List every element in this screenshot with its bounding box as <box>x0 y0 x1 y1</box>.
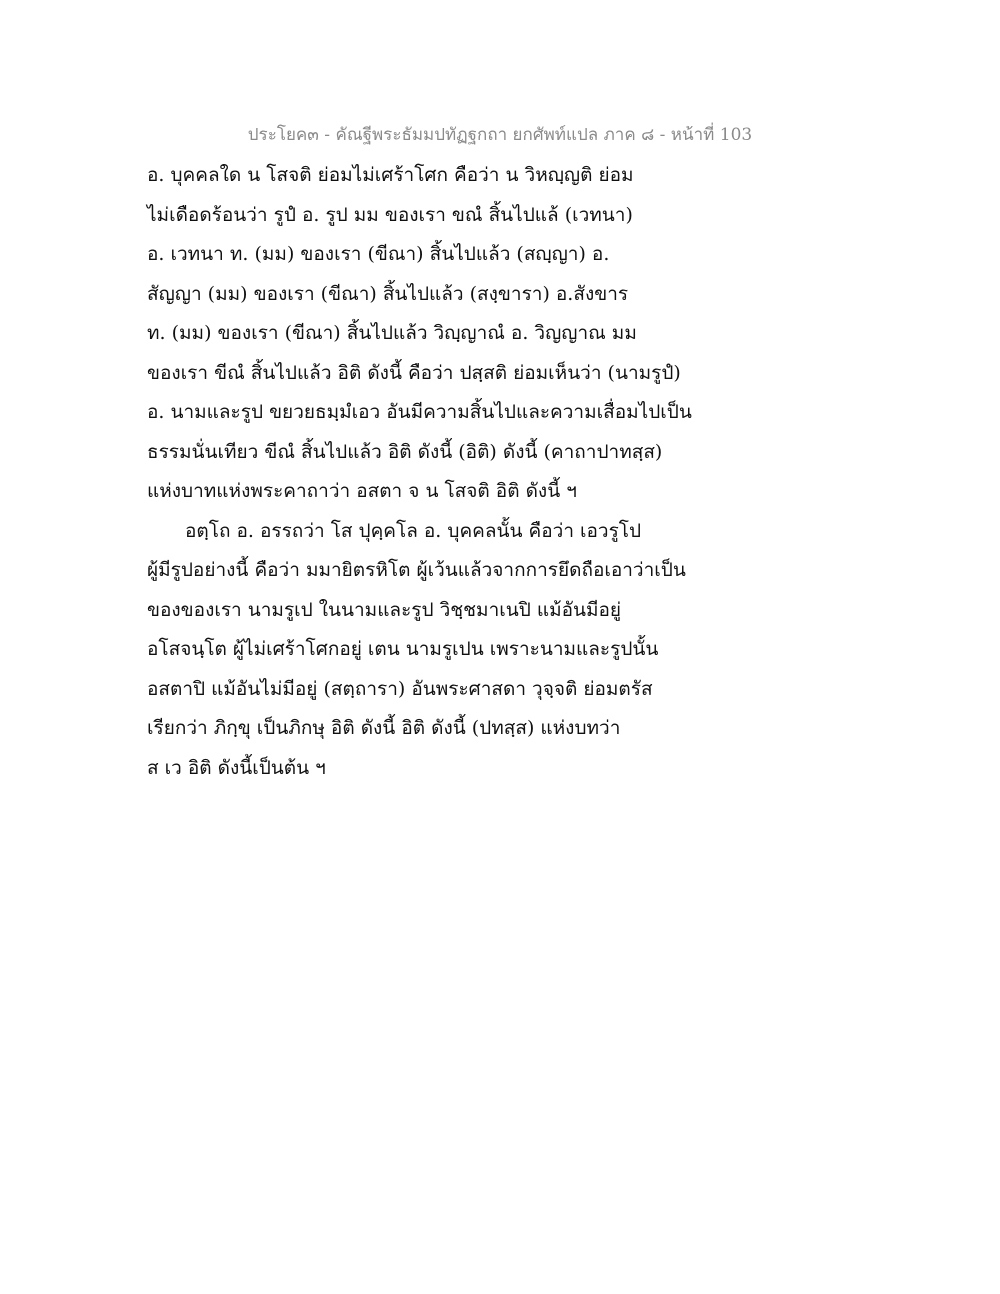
paragraph-1-line-1: อ. บุคคลใด น โสจติ ย่อมไม่เศร้าโศก คือว่า น วิหญฺญติ ย่อม <box>147 164 634 186</box>
paragraph-1-line-3: อ. เวทนา ท. (มม) ของเรา (ขีณา) สิ้นไปแล้ว (สญฺญา) อ. <box>147 243 610 265</box>
page-header: ประโยค๓ - คัณฐีพระธัมมปทัฏฐกถา ยกศัพท์แปล ภาค ๘ - หน้าที่ 103 <box>247 125 753 145</box>
paragraph-2-line-2: ผู้มีรูปอย่างนี้ คือว่า มมายิตรหิโต ผู้เว้นแล้วจากการยึดถือเอาว่าเป็น <box>147 559 686 581</box>
paragraph-1-line-7: อ. นามและรูป ขยวยธมฺมํเอว อันมีความสิ้นไปและความเสื่อมไปเป็น <box>147 401 692 423</box>
paragraph-1-line-6: ของเรา ขีณํ สิ้นไปแล้ว อิติ ดังนี้ คือว่า ปสฺสติ ย่อมเห็นว่า (นามรูปํ) <box>147 361 681 384</box>
paragraph-1-line-8: ธรรมนั่นเทียว ขีณํ สิ้นไปแล้ว อิติ ดังนี้ (อิติ) ดังนี้ (คาถาปาทสฺส) <box>147 440 663 463</box>
paragraph-2-line-1: อตฺโถ อ. อรรถว่า โส ปุคฺคโล อ. บุคคลนั้น คือว่า เอวรูโป <box>185 519 642 542</box>
paragraph-2-line-5: อสตาปิ แม้อันไม่มีอยู่ (สตฺถารา) อันพระศาสดา วุจฺจติ ย่อมตรัส <box>147 677 653 700</box>
paragraph-2-line-7: ส เว อิติ ดังนี้เป็นต้น ฯ <box>147 756 326 779</box>
paragraph-1-line-9: แห่งบาทแห่งพระคาถาว่า อสตา จ น โสจติ อิติ ดังนี้ ฯ <box>147 480 577 502</box>
paragraph-1-line-4: สัญญา (มม) ของเรา (ขีณา) สิ้นไปแล้ว (สงฺขารา) อ.สังขาร <box>147 282 629 305</box>
body-text <box>147 156 707 788</box>
paragraph-1-line-2: ไม่เดือดร้อนว่า รูปํ อ. รูป มม ของเรา ขณํ สิ้นไปแล้ (เวทนา) <box>147 203 633 226</box>
paragraph-1-line-5: ท. (มม) ของเรา (ขีณา) สิ้นไปแล้ว วิญฺญาณํ อ. วิญญาณ มม <box>147 322 637 344</box>
paragraph-2-line-3: ของของเรา นามรูเป ในนามและรูป วิชฺชมาเนปิ แม้อันมีอยู่ <box>147 598 622 621</box>
paragraph-2-line-4: อโสจนฺโต ผู้ไม่เศร้าโศกอยู่ เตน นามรูเปน เพราะนามและรูปนั้น <box>147 638 659 660</box>
paragraph-2-line-6: เรียกว่า ภิกฺขุ เป็นภิกษุ อิติ ดังนี้ อิติ ดังนี้ (ปทสฺส) แห่งบทว่า <box>147 717 621 739</box>
